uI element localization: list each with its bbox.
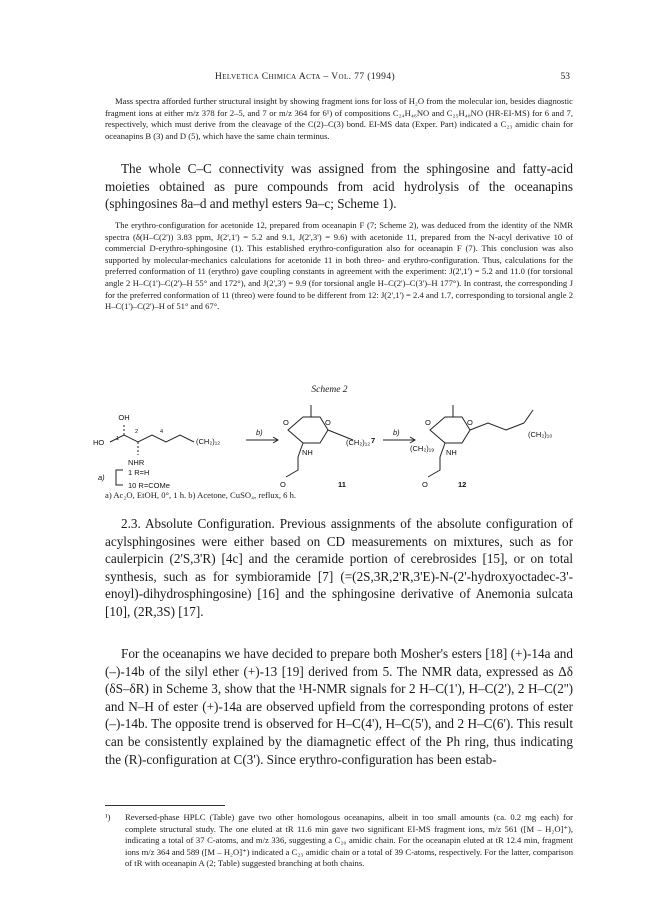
paragraph-text: The erythro-configuration for acetonide 12, prepared from oceanapin F (7; Scheme 2), was deduced from the identity of the NMR spectra (δ(H–C(2')) 3.83 ppm, J(2',1') = 5.2 and 9.1, J(2',3') = 9.6) with acetonide 11, prepared from the N-acyl derivative 10 of commercial D-erythro-sphingosine (1). This established erythro-configuration also for oceanapin F (7). This conclusion was also supported by molecular-mechanics calculations for acetonide 11 in both threo- and erythro-configuration. Thus, calculations for the preferred conformation of 11 (erythro) gave coupling constants in agreement with the experiment: J(2',1') = 5.2 and 11.0 (for torsional angle 2 H–C(1')–C(2')–H 55° and 172°), and J(2',3') = 9.9 (for torsional angle H–C(2')–C(3')–H 177°). In contrast, the corresponding J for the preferred conformation of 11 (threo) were found to be different from 12: J(2',1') = 2.4 and 1.7, corresponding to torsional angle 2 H–C(1')–C(2')–H of 51° and 67°. bbox=[105, 220, 573, 312]
label-o4: O bbox=[425, 418, 431, 427]
footnote-text: Reversed-phase HPLC (Table) gave two other homologous oceanapins, albeit in too small amounts (ca. 0.2 mg each) for complete structural study. The one eluted at tR 11.6 min gave two significant EI-MS fragment ions, m/z 561 ([M – H₂O]⁺), indicating a total of 37 C-atoms, and m/z 336, suggesting a C₂₀ amidic chain. For the oceanapin eluted at tR 12.4 min, fragment ions m/z 364 and 589 ([M – H₂O]⁺) indicated a C₂₃ amidic chain or a total of 39 C-atoms, respectively. For the latter, comparison of tR with oceanapin A (2; Table) suggested branching at both chains. bbox=[125, 812, 573, 869]
journal-title: Helvetica Chimica Acta – Vol. 77 (1994) bbox=[215, 72, 396, 82]
nh-link-12 bbox=[440, 443, 445, 457]
label-b2: b) bbox=[393, 428, 400, 437]
paragraph-text: The whole C–C connectivity was assigned from the sphingosine and fatty-acid moieties obtained as pure compounds from acid hydrolysis of the oceanapins (sphingosines 8a–d and methyl esters 9a–c; Scheme 1). bbox=[105, 161, 573, 212]
chain-12 bbox=[470, 423, 524, 430]
dioxane-ring-11 bbox=[288, 417, 328, 443]
label-ch2-12b: (CH₂)₁₂ bbox=[346, 438, 371, 447]
label-o6: O bbox=[422, 480, 428, 489]
label-ch2-10: (CH₂)₁₀ bbox=[528, 430, 553, 439]
footnote-mark: ¹) bbox=[105, 812, 111, 822]
label-nh-b: NH bbox=[446, 448, 457, 457]
mass-spectra-paragraph bbox=[105, 96, 573, 142]
label-cmp7: 7 bbox=[371, 436, 376, 445]
label-cmp1: 1 R=H bbox=[128, 468, 150, 477]
scheme-caption: a) Ac₂O, EtOH, 0°, 1 h. b) Acetone, CuSO₄, reflux, 6 h. bbox=[105, 490, 297, 500]
compound-bracket bbox=[116, 470, 123, 485]
label-cmp11: 11 bbox=[338, 480, 346, 489]
scheme-title: Scheme 2 bbox=[311, 385, 348, 395]
amide-12 bbox=[428, 457, 440, 477]
footnote-rule bbox=[105, 805, 225, 806]
label-o1: O bbox=[283, 418, 289, 427]
label-ch2-12a: (CH₂)₁₂ bbox=[196, 437, 221, 446]
label-pos1: 1 bbox=[116, 436, 120, 442]
label-o5: O bbox=[467, 418, 473, 427]
absolute-configuration-section bbox=[105, 515, 573, 621]
connectivity-paragraph bbox=[105, 160, 573, 213]
paragraph-text: For the oceanapins we have decided to prepare both Mosher's esters [18] (+)-14a and (–)-14b of the silyl ether (+)-13 [19] derived from 5. The NMR data, expressed as Δδ (δS–δR) in Scheme 3, show that the ¹H-NMR signals for 2 H–C(1'), H–C(2'), 2 H–C(2'') and N–H of ester (+)-14a are observed upfield from the corresponding protons of ester (–)-14b. The opposite trend is observed for H–C(4'), H–C(5'), and 2 H–C(6'). This result can be consistently explained by the diamagnetic effect of the Ph ring, thus indicating the (R)-configuration at C(3'). Since erythro-configuration has been estab- bbox=[105, 646, 573, 767]
label-o3: O bbox=[280, 480, 286, 489]
label-ch2-19: (CH₂)₁₉ bbox=[410, 444, 435, 453]
label-cmp10: 10 R=COMe bbox=[128, 481, 170, 490]
label-oh: OH bbox=[118, 413, 130, 422]
erythro-paragraph bbox=[105, 220, 573, 313]
dioxane-ring-12 bbox=[430, 417, 470, 443]
acetyl-11 bbox=[286, 457, 298, 477]
page-number: 53 bbox=[560, 72, 570, 82]
footnote bbox=[105, 812, 573, 870]
label-ho: HO bbox=[93, 438, 105, 447]
oceanapins-paragraph bbox=[105, 645, 573, 768]
branch-12 bbox=[524, 410, 533, 423]
label-nhr: NHR bbox=[128, 458, 145, 467]
label-pos2: 2 bbox=[135, 429, 139, 435]
label-a: a) bbox=[98, 473, 105, 482]
label-cmp12: 12 bbox=[458, 480, 467, 489]
sphingosine-chain bbox=[110, 435, 194, 442]
paragraph-text: 2.3. Absolute Configuration. Previous assignments of the absolute configuration of acylsphingosines were either based on CD measurements on mixtures, such as for caulerpicin (2'S,3'R) [4c] and the ceramide portion of cerebrosides [15], or on total synthesis, such as for symbioramide [7] (=(2S,3R,2'R,3'E)-N-(2'-hydroxyoctadec-3'-enoyl)-dihydrosphingosine) [16] and the sphingosine derivative of Anemonia sulcata [10], (2R,3S) [17]. bbox=[105, 516, 573, 619]
label-b1: b) bbox=[256, 428, 263, 437]
scheme-2-diagram bbox=[88, 395, 588, 495]
label-nh-a: NH bbox=[302, 448, 313, 457]
paragraph-text: Mass spectra afforded further structural insight by showing fragment ions for loss of H₂O from the molecular ion, besides diagnostic fragment ions at either m/z 378 for 2–5, and 7 or m/z 364 for 6¹) of compositions C₂₄H₄₆NO and C₂₅H₄₈NO (HR-EI-MS) for 6 and 7, respectively, which must derive from the cleavage of the C(2)–C(3) bond. EI-MS data (Exper. Part) indicated a C₂₃ amidic chain for oceanapins B (3) and D (5), which have the same chain terminus. bbox=[105, 96, 573, 141]
label-pos4: 4 bbox=[160, 429, 164, 435]
label-o2: O bbox=[325, 418, 331, 427]
